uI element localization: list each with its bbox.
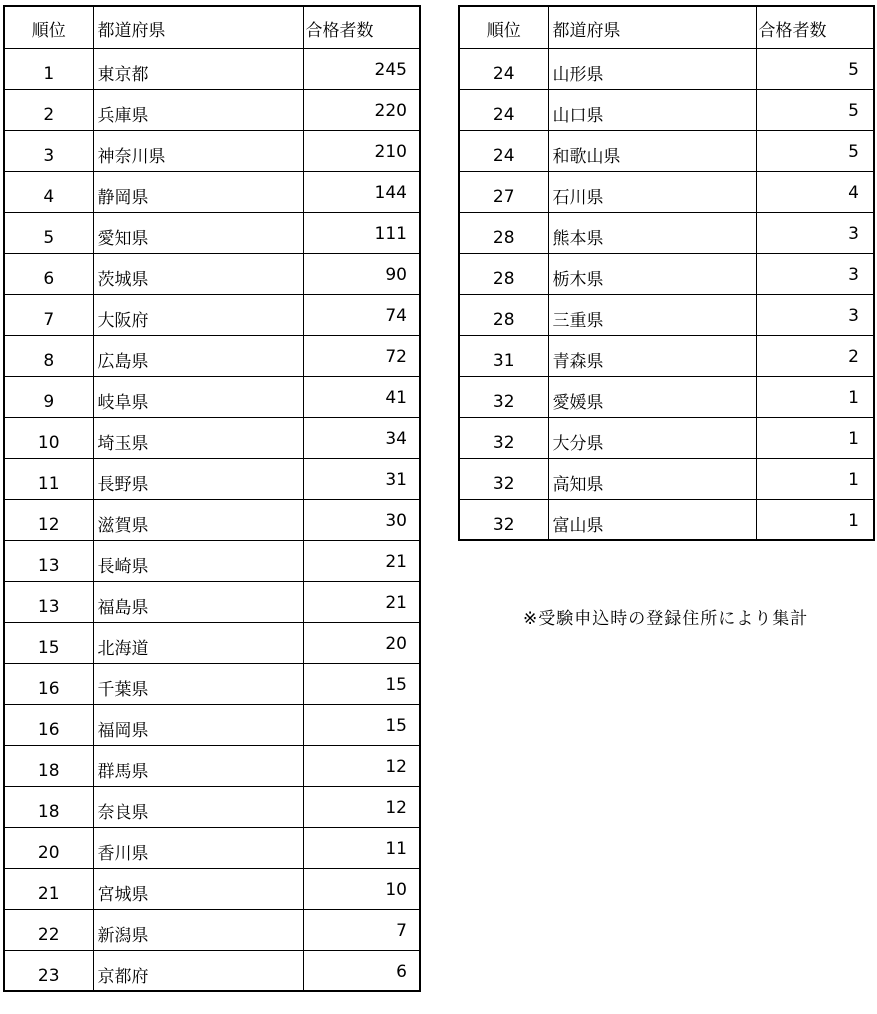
- table-row: [459, 48, 874, 89]
- count-cell: 10: [303, 868, 420, 909]
- count-cell: 220: [303, 89, 420, 130]
- count-cell: 12: [303, 745, 420, 786]
- table-row: [4, 376, 420, 417]
- count-cell: 3: [756, 253, 874, 294]
- ranking-table-left: [3, 5, 421, 992]
- rank-cell: 32: [459, 417, 548, 458]
- count-cell: 15: [303, 704, 420, 745]
- prefecture-cell: 大阪府: [93, 294, 303, 335]
- count-cell: 15: [303, 663, 420, 704]
- prefecture-cell: 神奈川県: [93, 130, 303, 171]
- table-row: [459, 89, 874, 130]
- rank-cell: 24: [459, 48, 548, 89]
- count-cell: 5: [756, 48, 874, 89]
- table-row: [4, 130, 420, 171]
- count-cell: 41: [303, 376, 420, 417]
- rank-cell: 20: [4, 827, 93, 868]
- header-count: 合格者数: [303, 6, 420, 48]
- prefecture-cell: 高知県: [548, 458, 756, 499]
- rank-cell: 24: [459, 89, 548, 130]
- rank-cell: 13: [4, 540, 93, 581]
- rank-cell: 4: [4, 171, 93, 212]
- prefecture-cell: 福岡県: [93, 704, 303, 745]
- table-row: [459, 171, 874, 212]
- table-row: [459, 253, 874, 294]
- table-row: [4, 745, 420, 786]
- table-row: [4, 171, 420, 212]
- prefecture-cell: 群馬県: [93, 745, 303, 786]
- table-row: [4, 253, 420, 294]
- count-cell: 21: [303, 540, 420, 581]
- prefecture-cell: 熊本県: [548, 212, 756, 253]
- rank-cell: 32: [459, 376, 548, 417]
- aggregation-note: ※受験申込時の登録住所により集計: [523, 609, 809, 629]
- prefecture-cell: 福島県: [93, 581, 303, 622]
- prefecture-cell: 広島県: [93, 335, 303, 376]
- header-count: 合格者数: [756, 6, 874, 48]
- rank-cell: 16: [4, 663, 93, 704]
- table-row: [4, 335, 420, 376]
- rank-cell: 6: [4, 253, 93, 294]
- prefecture-cell: 山口県: [548, 89, 756, 130]
- rank-cell: 3: [4, 130, 93, 171]
- count-cell: 34: [303, 417, 420, 458]
- prefecture-cell: 三重県: [548, 294, 756, 335]
- rank-cell: 27: [459, 171, 548, 212]
- table-row: [4, 704, 420, 745]
- table-row: [4, 48, 420, 89]
- rank-cell: 24: [459, 130, 548, 171]
- prefecture-cell: 愛媛県: [548, 376, 756, 417]
- count-cell: 20: [303, 622, 420, 663]
- count-cell: 12: [303, 786, 420, 827]
- table-row: [459, 294, 874, 335]
- count-cell: 21: [303, 581, 420, 622]
- rank-cell: 18: [4, 745, 93, 786]
- table-row: [4, 909, 420, 950]
- table-row: [459, 376, 874, 417]
- prefecture-cell: 岐阜県: [93, 376, 303, 417]
- prefecture-cell: 京都府: [93, 950, 303, 991]
- header-rank: 順位: [459, 6, 548, 48]
- header-prefecture: 都道府県: [548, 6, 756, 48]
- table-row: [4, 89, 420, 130]
- count-cell: 7: [303, 909, 420, 950]
- count-cell: 90: [303, 253, 420, 294]
- rank-cell: 28: [459, 212, 548, 253]
- table-row: [4, 786, 420, 827]
- prefecture-cell: 北海道: [93, 622, 303, 663]
- header-row: [4, 6, 420, 48]
- table-row: [459, 417, 874, 458]
- count-cell: 30: [303, 499, 420, 540]
- table-row: [4, 212, 420, 253]
- rank-cell: 10: [4, 417, 93, 458]
- prefecture-cell: 茨城県: [93, 253, 303, 294]
- count-cell: 72: [303, 335, 420, 376]
- prefecture-cell: 静岡県: [93, 171, 303, 212]
- count-cell: 144: [303, 171, 420, 212]
- table-row: [4, 458, 420, 499]
- count-cell: 2: [756, 335, 874, 376]
- rank-cell: 28: [459, 253, 548, 294]
- prefecture-cell: 石川県: [548, 171, 756, 212]
- prefecture-cell: 新潟県: [93, 909, 303, 950]
- prefecture-cell: 兵庫県: [93, 89, 303, 130]
- header-rank: 順位: [4, 6, 93, 48]
- count-cell: 111: [303, 212, 420, 253]
- rank-cell: 2: [4, 89, 93, 130]
- table-row: [4, 622, 420, 663]
- count-cell: 245: [303, 48, 420, 89]
- count-cell: 6: [303, 950, 420, 991]
- ranking-table-right: [458, 5, 875, 541]
- prefecture-cell: 青森県: [548, 335, 756, 376]
- prefecture-cell: 愛知県: [93, 212, 303, 253]
- count-cell: 5: [756, 89, 874, 130]
- table-row: [4, 540, 420, 581]
- rank-cell: 13: [4, 581, 93, 622]
- count-cell: 31: [303, 458, 420, 499]
- rank-cell: 23: [4, 950, 93, 991]
- rank-cell: 11: [4, 458, 93, 499]
- rank-cell: 15: [4, 622, 93, 663]
- rank-cell: 1: [4, 48, 93, 89]
- prefecture-cell: 埼玉県: [93, 417, 303, 458]
- count-cell: 1: [756, 417, 874, 458]
- rank-cell: 28: [459, 294, 548, 335]
- table-row: [4, 663, 420, 704]
- rank-cell: 32: [459, 458, 548, 499]
- table-row: [4, 950, 420, 991]
- count-cell: 210: [303, 130, 420, 171]
- prefecture-cell: 香川県: [93, 827, 303, 868]
- header-row: [459, 6, 874, 48]
- prefecture-cell: 東京都: [93, 48, 303, 89]
- rank-cell: 12: [4, 499, 93, 540]
- count-cell: 1: [756, 499, 874, 540]
- rank-cell: 31: [459, 335, 548, 376]
- count-cell: 1: [756, 376, 874, 417]
- rank-cell: 16: [4, 704, 93, 745]
- rank-cell: 18: [4, 786, 93, 827]
- table-row: [4, 827, 420, 868]
- table-row: [459, 335, 874, 376]
- header-prefecture: 都道府県: [93, 6, 303, 48]
- prefecture-cell: 長崎県: [93, 540, 303, 581]
- rank-cell: 8: [4, 335, 93, 376]
- count-cell: 74: [303, 294, 420, 335]
- table-row: [4, 499, 420, 540]
- prefecture-cell: 大分県: [548, 417, 756, 458]
- rank-cell: 21: [4, 868, 93, 909]
- prefecture-cell: 山形県: [548, 48, 756, 89]
- table-row: [459, 130, 874, 171]
- rank-cell: 9: [4, 376, 93, 417]
- count-cell: 3: [756, 294, 874, 335]
- prefecture-cell: 千葉県: [93, 663, 303, 704]
- table-row: [4, 417, 420, 458]
- prefecture-cell: 栃木県: [548, 253, 756, 294]
- count-cell: 5: [756, 130, 874, 171]
- count-cell: 11: [303, 827, 420, 868]
- table-row: [459, 458, 874, 499]
- count-cell: 3: [756, 212, 874, 253]
- table-row: [4, 868, 420, 909]
- count-cell: 1: [756, 458, 874, 499]
- rank-cell: 7: [4, 294, 93, 335]
- table-row: [4, 294, 420, 335]
- prefecture-cell: 奈良県: [93, 786, 303, 827]
- table-row: [459, 212, 874, 253]
- rank-cell: 5: [4, 212, 93, 253]
- count-cell: 4: [756, 171, 874, 212]
- rank-cell: 32: [459, 499, 548, 540]
- rank-cell: 22: [4, 909, 93, 950]
- table-row: [4, 581, 420, 622]
- prefecture-cell: 富山県: [548, 499, 756, 540]
- table-row: [459, 499, 874, 540]
- prefecture-cell: 宮城県: [93, 868, 303, 909]
- prefecture-cell: 和歌山県: [548, 130, 756, 171]
- prefecture-cell: 長野県: [93, 458, 303, 499]
- prefecture-cell: 滋賀県: [93, 499, 303, 540]
